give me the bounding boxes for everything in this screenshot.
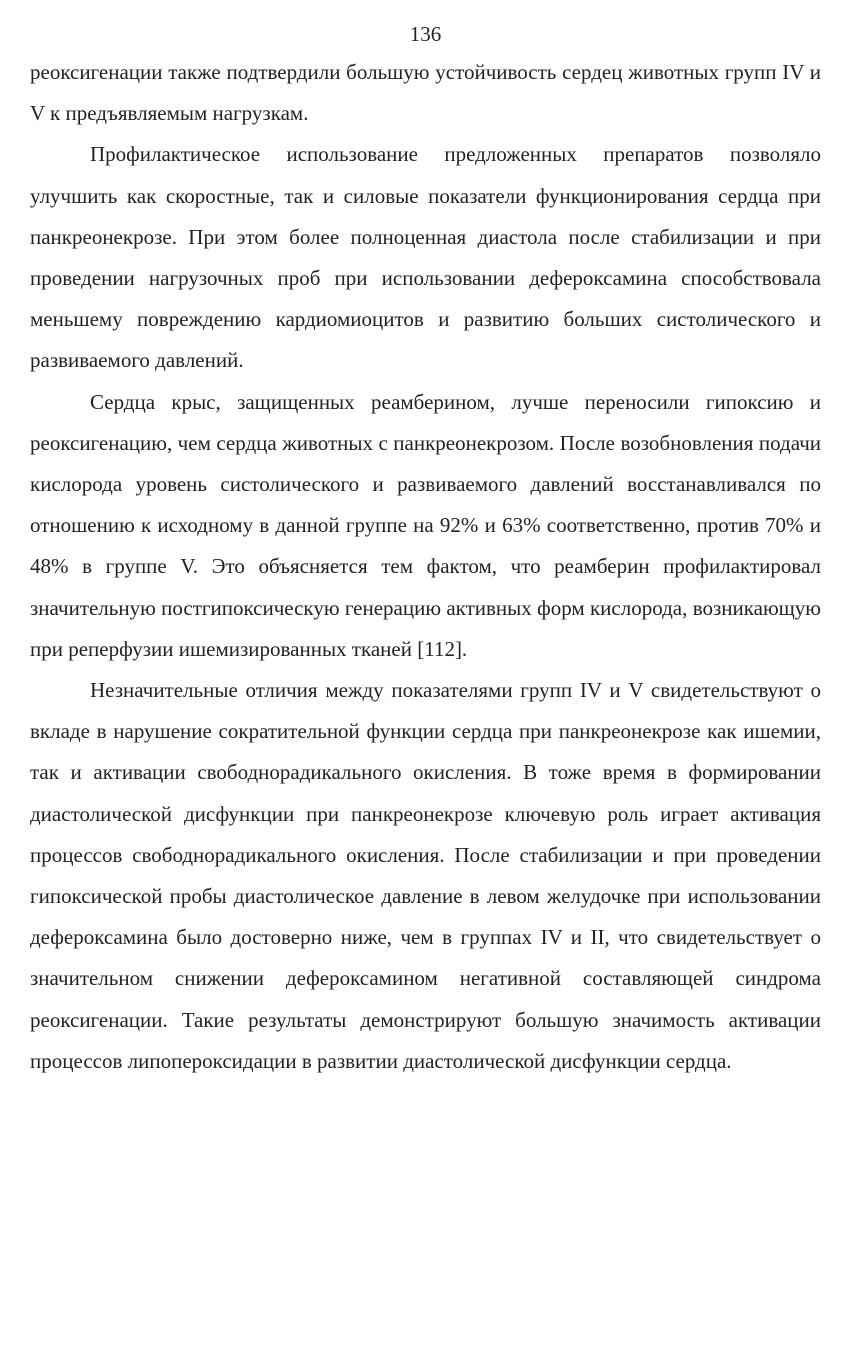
paragraph-group-differences: Незначительные отличия между показателями групп IV и V свидетельствуют о вкладе в нарушение сократительной функции сердца при панкреонекрозе как ишемии, так и активации свободнорадикального окисления. В тоже время в формировании диастолической дисфункции при панкреонекрозе ключевую роль играет активация процессов свободнорадикального окисления. После стабилизации и при проведении гипоксической пробы диастолическое давление в левом желудочке при использовании дефероксамина было достоверно ниже, чем в группах IV и II, что свидетельствует о значительном снижении дефероксамином негативной составляющей синдрома реоксигенации. Такие результаты демонстрируют большую значимость активации процессов липопероксидации в развитии диастолической дисфункции сердца. xyxy=(30,678,821,1073)
paragraph-continuation: реоксигенации также подтвердили большую устойчивость сердец животных групп IV и V к предъявляемым нагрузкам. xyxy=(30,60,821,126)
page-number: 136 xyxy=(409,22,442,46)
paragraph-reamberin-hearts: Сердца крыс, защищенных реамберином, лучше переносили гипоксию и реоксигенацию, чем сердца животных с панкреонекрозом. После возобновления подачи кислорода уровень систолического и развиваемого давлений восстанавливался по отношению к исходному в данной группе на 92% и 63% соответственно, против 70% и 48% в группе V. Это объясняется тем фактом, что реамберин профилактировал значительную постгипоксическую генерацию активных форм кислорода, возникающую при реперфузии ишемизированных тканей [112]. xyxy=(30,389,821,661)
body-text xyxy=(30,52,821,1082)
paragraph-prophylactic-use: Профилактическое использование предложенных препаратов позволяло улучшить как скоростные, так и силовые показатели функционирования сердца при панкреонекрозе. При этом более полноценная диастола после стабилизации и при проведении нагрузочных проб при использовании дефероксамина способствовала меньшему повреждению кардиомиоцитов и развитию больших систолического и развиваемого давлений. xyxy=(30,142,821,373)
